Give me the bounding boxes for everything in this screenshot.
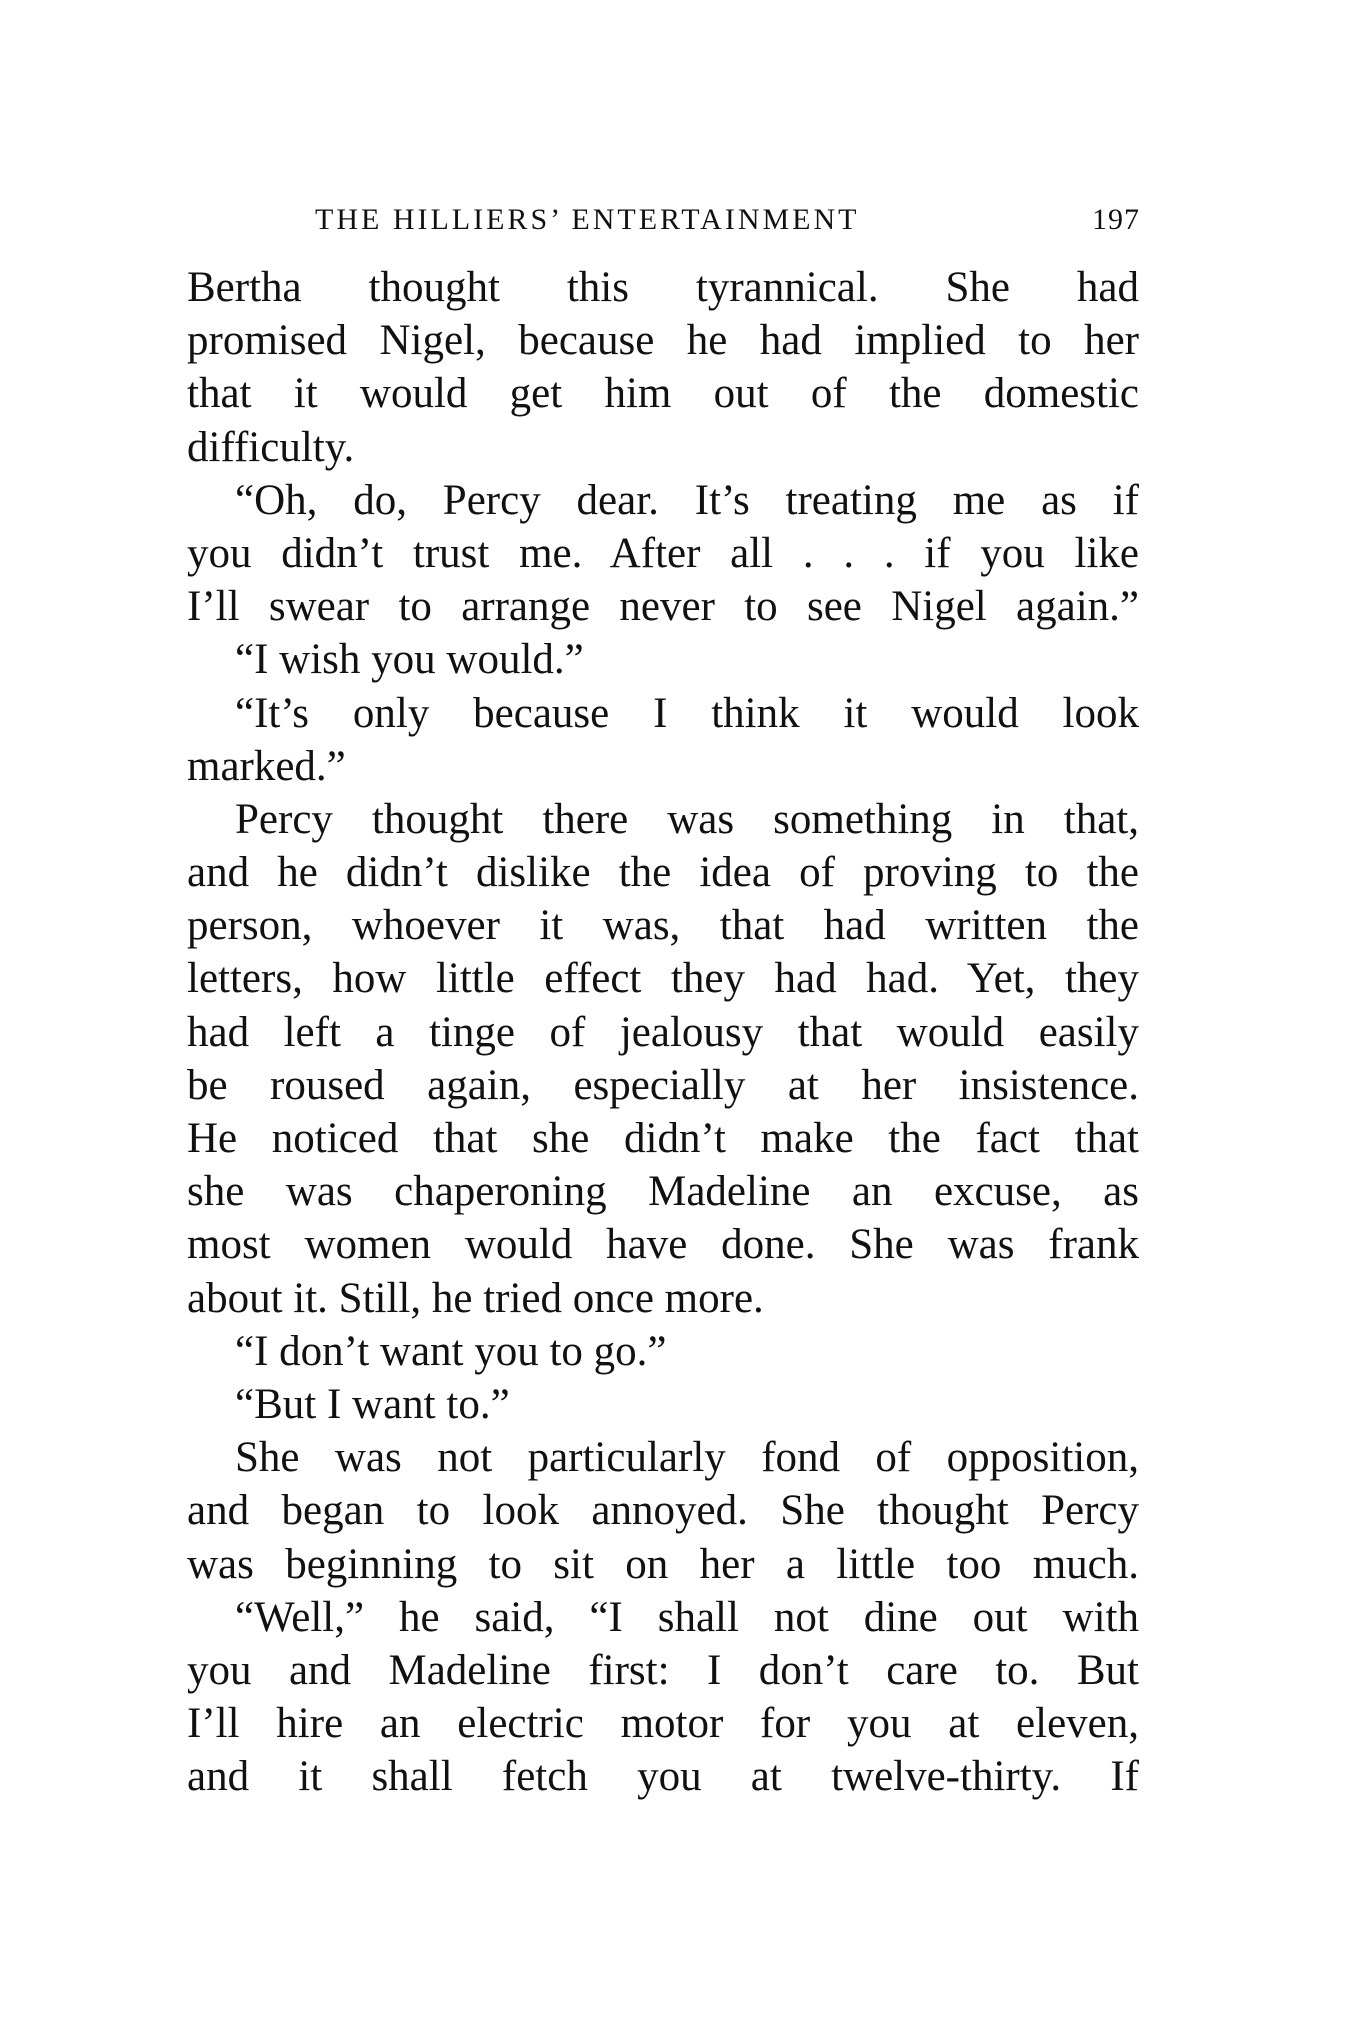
text-line: marked.” xyxy=(187,742,346,790)
running-head xyxy=(315,195,1140,245)
text-line: person, whoever it was, that had written the xyxy=(187,902,1139,950)
text-line: “I wish you would.” xyxy=(235,636,584,684)
text-line: “It’s only because I think it would look xyxy=(235,689,1139,737)
text-line: was beginning to sit on her a little too much. xyxy=(187,1540,1139,1588)
page-number: 197 xyxy=(1092,203,1140,236)
text-line: “Oh, do, Percy dear. It’s treating me as if xyxy=(235,476,1139,524)
text-line: and began to look annoyed. She thought Percy xyxy=(187,1487,1139,1535)
text-line: “I don’t want you to go.” xyxy=(235,1327,667,1375)
text-line: difficulty. xyxy=(187,423,355,471)
text-line: promised Nigel, because he had implied to her xyxy=(187,317,1139,365)
text-line: Bertha thought this tyrannical. She had xyxy=(187,264,1139,311)
text-line: about it. Still, he tried once more. xyxy=(187,1274,764,1322)
text-line: “Well,” he said, “I shall not dine out with xyxy=(235,1593,1139,1641)
text-line: “But I want to.” xyxy=(235,1380,510,1428)
body-text xyxy=(187,261,1139,1803)
text-line: most women would have done. She was frank xyxy=(187,1221,1139,1269)
text-line: and it shall fetch you at twelve-thirty. If xyxy=(187,1753,1139,1801)
text-line: I’ll swear to arrange never to see Nigel again.” xyxy=(187,583,1139,631)
text-line: He noticed that she didn’t make the fact that xyxy=(187,1115,1139,1162)
text-line: she was chaperoning Madeline an excuse, as xyxy=(187,1168,1139,1216)
text-line: and he didn’t dislike the idea of proving to the xyxy=(187,849,1139,897)
text-line: She was not particularly fond of opposition, xyxy=(235,1434,1139,1482)
text-line: Percy thought there was something in that, xyxy=(235,795,1139,843)
text-line: that it would get him out of the domestic xyxy=(187,370,1139,418)
running-title: THE HILLIERS’ ENTERTAINMENT xyxy=(315,203,860,236)
text-line: I’ll hire an electric motor for you at eleven, xyxy=(187,1700,1139,1748)
text-line: had left a tinge of jealousy that would easily xyxy=(187,1008,1139,1056)
text-line: you didn’t trust me. After all . . . if you like xyxy=(187,529,1139,577)
text-line: you and Madeline first: I don’t care to. But xyxy=(187,1646,1139,1694)
text-line: letters, how little effect they had had. Yet, they xyxy=(187,955,1139,1003)
text-line: be roused again, especially at her insistence. xyxy=(187,1061,1139,1109)
